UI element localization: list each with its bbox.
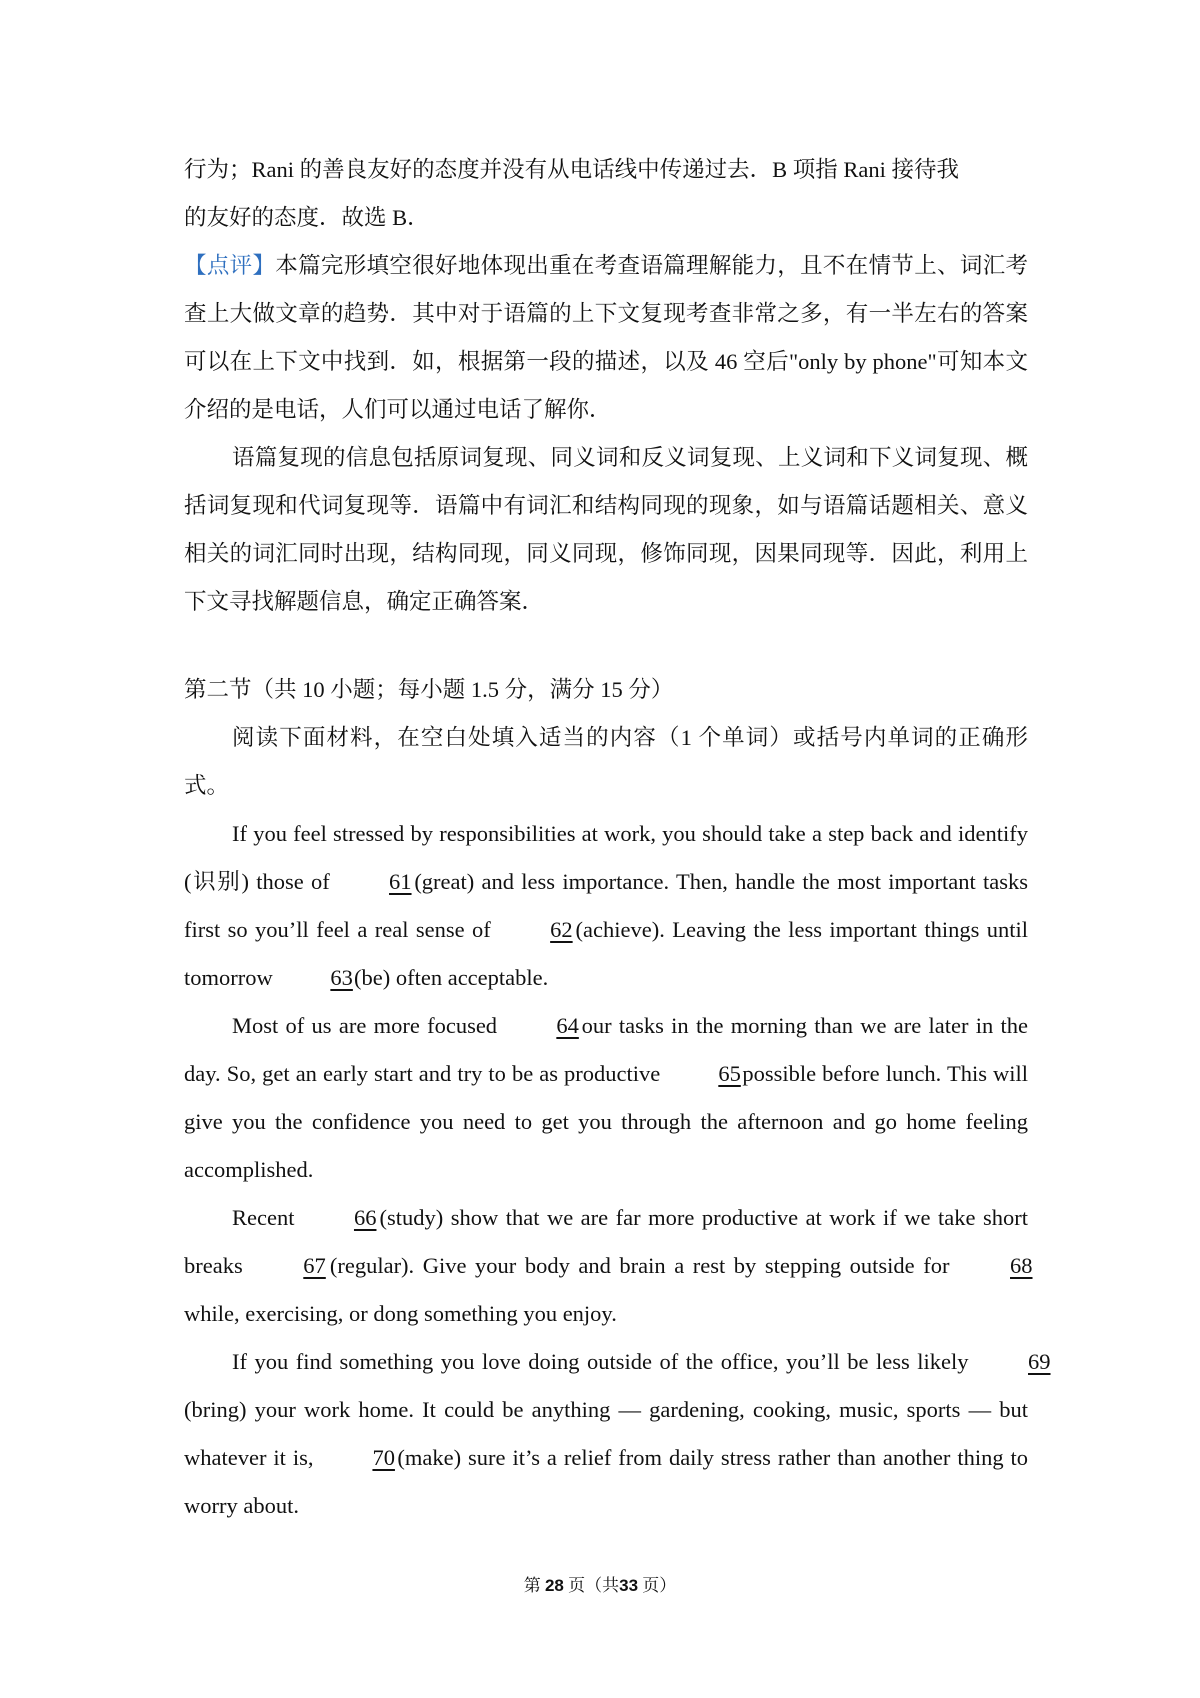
page-content	[184, 146, 1051, 1530]
analysis-line-2: 的友好的态度．故选 B．	[184, 205, 430, 230]
comment-paragraph	[184, 242, 1028, 434]
blank-62: 62	[550, 917, 573, 942]
section-instruction: 阅读下面材料，在空白处填入适当的内容（1 个单词）或括号内单词的正确形式。	[184, 725, 1028, 798]
blank-68: 68	[1010, 1253, 1033, 1278]
footer-current-page: 28	[544, 1576, 564, 1595]
page-footer	[0, 1571, 1200, 1596]
footer-prefix: 第	[523, 1576, 541, 1595]
passage-text: (regular). Give your body and brain a rest by stepping outside for	[329, 1253, 950, 1278]
passage-paragraph-4	[184, 1338, 1051, 1530]
comment-tag: 【点评】	[184, 253, 276, 278]
footer-suffix: 页）	[642, 1576, 677, 1595]
spacer	[184, 626, 1028, 666]
blank-69: 69	[1028, 1349, 1051, 1374]
passage-paragraph-2	[184, 1002, 1028, 1194]
blank-64: 64	[556, 1013, 579, 1038]
section-heading: 第二节（共 10 小题；每小题 1.5 分，满分 15 分）	[184, 677, 674, 702]
passage-text: If you find something you love doing outside of the office, you’ll be less likely	[232, 1349, 969, 1374]
blank-66: 66	[353, 1205, 377, 1230]
passage-text: Most of us are more focused	[232, 1013, 498, 1038]
passage-paragraph-3	[184, 1194, 1033, 1338]
passage-paragraph-1	[184, 810, 1028, 1002]
footer-middle: 页（共	[568, 1576, 620, 1595]
passage-text: our tasks in the morning than we are later in the day. So, get an early start and try to be as productive	[184, 1013, 1029, 1086]
reuse-paragraph: 语篇复现的信息包括原词复现、同义词和反义词复现、上义词和下义词复现、概括词复现和代词复现等．语篇中有词汇和结构同现的现象，如与语篇话题相关、意义相关的词汇同时出现，结构同现，同义同现，修饰同现，因果同现等．因此，利用上下文寻找解题信息，确定正确答案．	[184, 445, 1028, 614]
comment-text: 本篇完形填空很好地体现出重在考查语篇理解能力，且不在情节上、词汇考查上大做文章的趋势．其中对于语篇的上下文复现考查非常之多，有一半左右的答案可以在上下文中找到．如，根据第一段的描述，以及 46 空后"only by phone"可知本文介绍的是电话，人们可以通过电话了解你．	[184, 253, 1028, 422]
passage-text: If you feel stressed by responsibilities at work, you should take a step back and identify (识别) those of	[184, 821, 1028, 894]
footer-total-pages: 33	[619, 1576, 639, 1595]
passage-text: (be) often acceptable.	[354, 965, 549, 990]
passage-text: (study) show that we are far more productive at work if we take short breaks	[184, 1205, 1028, 1278]
analysis-paragraph	[184, 146, 1028, 242]
blank-67: 67	[303, 1253, 326, 1278]
blank-65: 65	[718, 1061, 741, 1086]
blank-63: 63	[330, 965, 353, 990]
passage-text: (great) and less importance. Then, handle the most important tasks first so you’ll feel a real sense of	[184, 869, 1028, 942]
blank-61: 61	[389, 869, 412, 894]
analysis-line-1: 行为；Rani 的善良友好的态度并没有从电话线中传递过去．B 项指 Rani 接待我	[184, 157, 959, 182]
passage-text: (make) sure it’s a relief from daily stress rather than another thing to worry about.	[184, 1445, 1029, 1518]
passage-text: (achieve). Leaving the less important things until tomorrow	[184, 917, 1028, 990]
passage-text: possible before lunch. This will give you the confidence you need to get you through the afternoon and go home feeling accomplished.	[184, 1061, 1029, 1182]
blank-70: 70	[372, 1445, 395, 1470]
passage-text: while, exercising, or dong something you enjoy.	[184, 1301, 617, 1326]
passage-text: Recent	[232, 1205, 295, 1230]
passage-text: (bring) your work home. It could be anything — gardening, cooking, music, sports — but whatever it is,	[184, 1397, 1028, 1470]
